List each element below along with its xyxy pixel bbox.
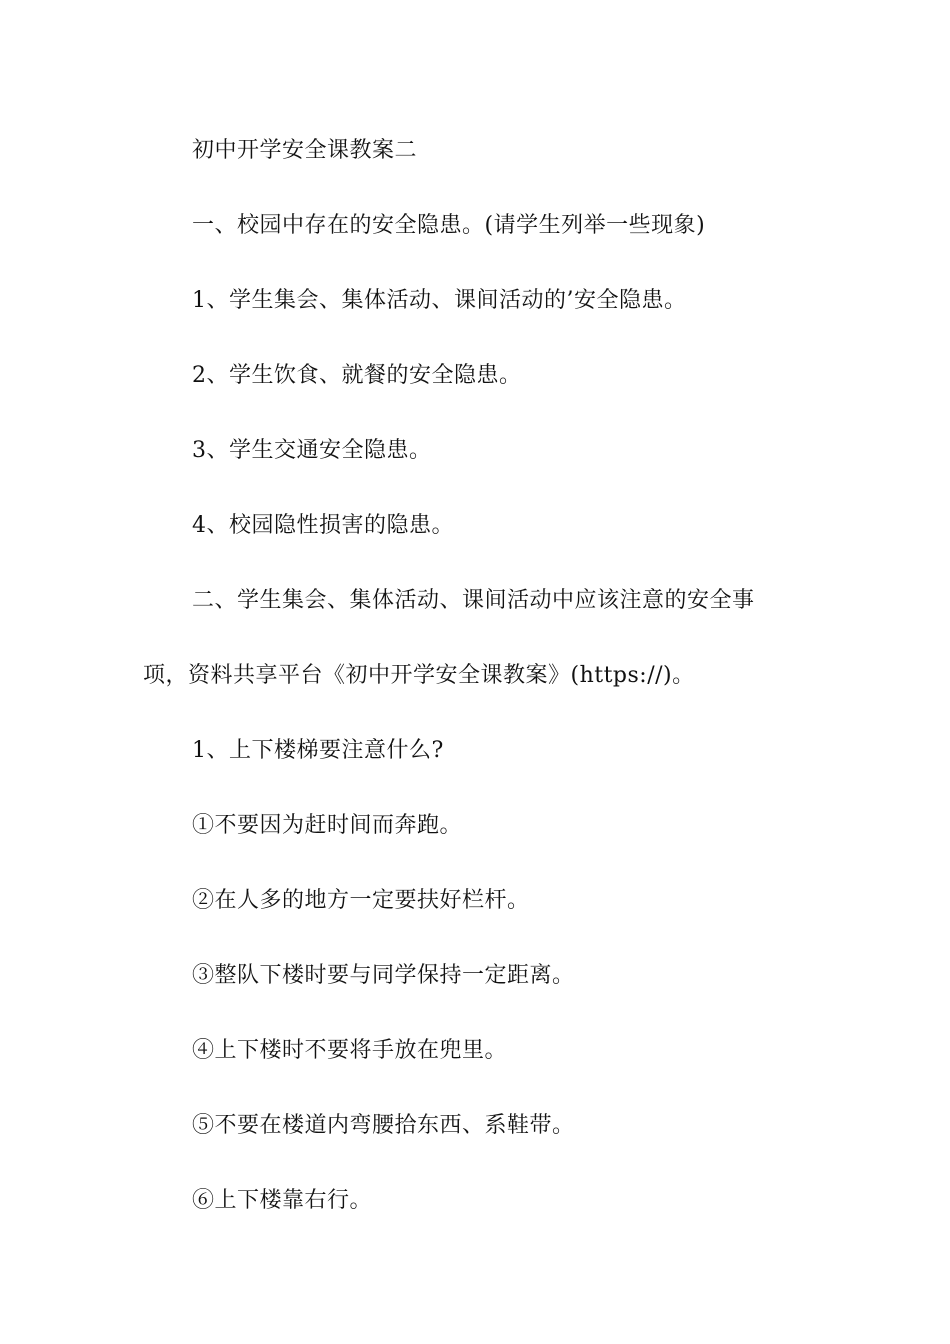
document-title: 初中开学安全课教案二 (192, 138, 418, 163)
list-item: ①不要因为赶时间而奔跑。 (192, 813, 463, 838)
section-heading-hazards: 一、校园中存在的安全隐患。(请学生列举一些现象) (192, 213, 706, 238)
list-item: ②在人多的地方一定要扶好栏杆。 (192, 888, 530, 913)
list-item: 1、学生集会、集体活动、课间活动的’安全隐患。 (192, 288, 687, 313)
list-item: 2、学生饮食、就餐的安全隐患。 (192, 363, 522, 388)
list-item: ⑤不要在楼道内弯腰拾东西、系鞋带。 (192, 1113, 575, 1138)
list-item: 4、校园隐性损害的隐患。 (192, 513, 454, 538)
list-item: ④上下楼时不要将手放在兜里。 (192, 1038, 508, 1063)
section-heading-continuation: 项，资料共享平台《初中开学安全课教案》(https://)。 (143, 663, 695, 688)
list-item: ③整队下楼时要与同学保持一定距离。 (192, 963, 575, 988)
list-item: 3、学生交通安全隐患。 (192, 438, 432, 463)
list-item: ⑥上下楼靠右行。 (192, 1188, 373, 1213)
subheading-stairs: 1、上下楼梯要注意什么? (192, 738, 444, 763)
section-heading-precautions: 二、学生集会、集体活动、课间活动中应该注意的安全事 (192, 588, 755, 613)
